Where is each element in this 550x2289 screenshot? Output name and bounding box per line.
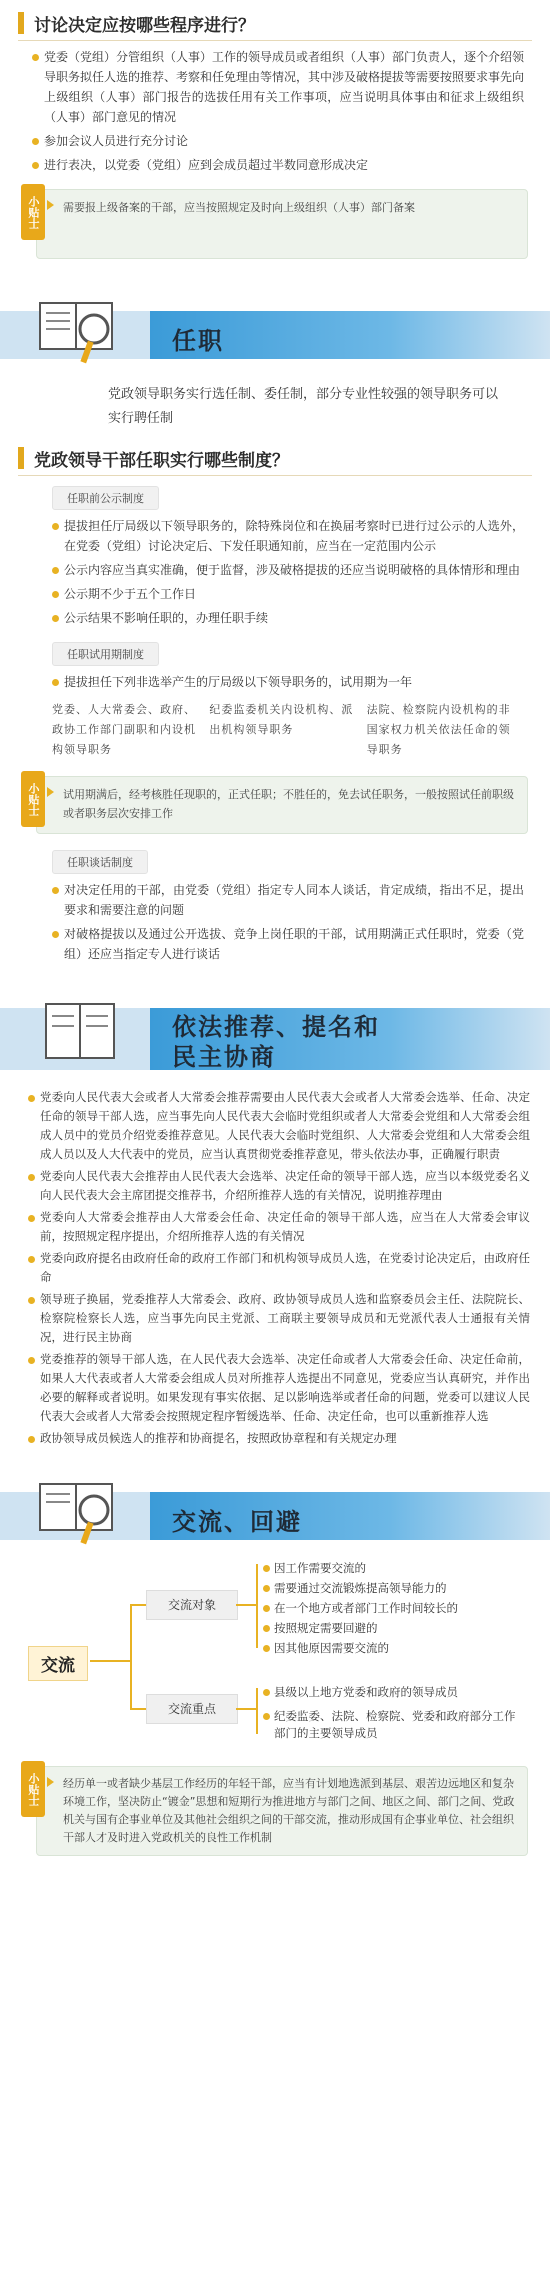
trial-bullets bbox=[64, 672, 524, 692]
tip-text: 需要报上级备案的干部，应当按照规定及时向上级组织（人事）部门备案 bbox=[63, 201, 415, 214]
pointer-icon bbox=[47, 787, 54, 797]
heading-bar bbox=[18, 447, 24, 469]
heading-bar bbox=[18, 12, 24, 34]
connector bbox=[130, 1708, 146, 1710]
list-item: 党委向人民代表大会推荐由人民代表大会选举、决定任命的领导干部人选，应当以本级党委名义向人民代表大会主席团提交推荐书，介绍所推荐人选的有关情况，说明推荐理由 bbox=[40, 1167, 530, 1205]
list-item: 公示内容应当真实准确，便于监督，涉及破格提拔的还应当说明破格的具体情形和理由 bbox=[64, 560, 524, 580]
section-banner bbox=[0, 998, 550, 1084]
section3-bullets bbox=[40, 1088, 530, 1448]
sub-tag: 任职前公示制度 bbox=[52, 486, 159, 510]
list-item: 对破格提拔以及通过公开选拔、竞争上岗任职的干部，试用期满正式任职时，党委（党组）还应当指定专人进行谈话 bbox=[64, 924, 524, 964]
connector bbox=[256, 1564, 258, 1648]
leaf-item: 因其他原因需要交流的 bbox=[274, 1641, 389, 1655]
leaf-item: 按照规定需要回避的 bbox=[274, 1621, 378, 1635]
branch-node: 交流对象 bbox=[146, 1590, 238, 1620]
banner-title-line: 民主协商 bbox=[172, 1043, 276, 1071]
tip-badge: 小贴士 bbox=[21, 184, 45, 240]
tip-badge: 小贴士 bbox=[21, 771, 45, 827]
trial-col: 纪委监委机关内设机构、派出机构领导职务 bbox=[209, 703, 354, 736]
list-item: 公示期不少于五个工作日 bbox=[64, 584, 524, 604]
connector bbox=[236, 1604, 258, 1606]
list-item: 党委向人民代表大会或者人大常委会推荐需要由人民代表大会或者人大常委会选举、任命、决定任命的领导干部人选，应当事先向人民代表大会临时党组织或者人大常委会党组和人大常委会组成人员中的党员介绍党委推荐意见。人民代表大会临时党组织、人大常委会党组和人大常委会组成人员以及人大代表中的党员，应当认真贯彻党委推荐意见，带头依法办事，正确履行职责 bbox=[40, 1088, 530, 1164]
trial-col: 法院、检察院内设机构的非国家权力机关依法任命的领导职务 bbox=[366, 703, 511, 756]
leaf-item: 县级以上地方党委和政府的领导成员 bbox=[274, 1684, 524, 1701]
book-icon bbox=[36, 998, 132, 1068]
tip-badge: 小贴士 bbox=[21, 1761, 45, 1817]
list-item: 党委向政府提名由政府任命的政府工作部门和机构领导成员人选，在党委讨论决定后，由政府任命 bbox=[40, 1249, 530, 1287]
talk-bullets bbox=[64, 880, 524, 964]
leaf-item: 因工作需要交流的 bbox=[274, 1561, 366, 1575]
connector bbox=[236, 1708, 258, 1710]
tip-text: 试用期满后，经考核胜任现职的，正式任职；不胜任的，免去试任职务，一般按照试任前职级或者职务层次安排工作 bbox=[63, 788, 514, 820]
list-item: 公示结果不影响任职的，办理任职手续 bbox=[64, 608, 524, 628]
leaf-item: 在一个地方或者部门工作时间较长的 bbox=[274, 1601, 458, 1615]
sub-tag: 任职试用期制度 bbox=[52, 642, 159, 666]
banner-title: 交流、回避 bbox=[172, 1508, 302, 1536]
list-item: 党委向人大常委会推荐由人大常委会任命、决定任命的领导干部人选，应当在人大常委会审议前，按照规定程序提出，介绍所推荐人选的有关情况 bbox=[40, 1208, 530, 1246]
trial-col: 党委、人大常委会、政府、政协工作部门副职和内设机构领导职务 bbox=[52, 703, 196, 756]
connector bbox=[130, 1604, 146, 1606]
trial-columns bbox=[52, 700, 524, 760]
root-node: 交流 bbox=[28, 1646, 88, 1681]
book-magnifier-icon bbox=[36, 1478, 132, 1548]
list-item: 领导班子换届，党委推荐人大常委会、政府、政协领导成员人选和监察委员会主任、法院院长、检察院检察长人选，应当事先向民主党派、工商联主要领导成员和无党派代表人士通报有关情况，进行民主协商 bbox=[40, 1290, 530, 1347]
exchange-diagram bbox=[0, 1560, 550, 1760]
leaf-item: 纪委监委、法院、检察院、党委和政府部分工作部门的主要领导成员 bbox=[274, 1708, 524, 1742]
leaf-item: 需要通过交流锻炼提高领导能力的 bbox=[274, 1581, 447, 1595]
list-item: 参加会议人员进行充分讨论 bbox=[44, 131, 524, 151]
list-item: 进行表决，以党委（党组）应到会成员超过半数同意形成决定 bbox=[44, 155, 524, 175]
tip-box bbox=[27, 1766, 528, 1856]
tip-box bbox=[27, 776, 528, 834]
book-magnifier-icon bbox=[36, 297, 132, 367]
pointer-icon bbox=[47, 200, 54, 210]
list-item: 对决定任用的干部，由党委（党组）指定专人同本人谈话，肯定成绩，指出不足，提出要求和需要注意的问题 bbox=[64, 880, 524, 920]
banner-title: 任职 bbox=[172, 327, 224, 355]
connector bbox=[130, 1604, 132, 1710]
section-banner bbox=[0, 297, 550, 371]
list-item: 提拔担任下列非选举产生的厅局级以下领导职务的，试用期为一年 bbox=[64, 672, 524, 692]
list-item: 党委（党组）分管组织（人事）工作的领导成员或者组织（人事）部门负责人，逐个介绍领导职务拟任人选的推荐、考察和任免理由等情况，其中涉及破格提拔等需要按照要求事先向上级组织（人事）部门报告的选拔任用有关工作事项，应当说明具体事由和征求上级组织（人事）部门意见的情况 bbox=[44, 47, 524, 127]
list-item: 提拔担任厅局级以下领导职务的，除特殊岗位和在换届考察时已进行过公示的人选外，在党委（党组）讨论决定后、下发任职通知前，应当在一定范围内公示 bbox=[64, 516, 524, 556]
tip-text: 经历单一或者缺少基层工作经历的年轻干部，应当有计划地选派到基层、艰苦边远地区和复杂环境工作，坚决防止“镀金”思想和短期行为推进地方与部门之间、地区之间、部门之间、党政机关与国有企事业单位及其他社会组织之间的干部交流，推动形成国有企事业单位、社会组织干部人才及时进入党政机关的良性工作机制 bbox=[63, 1777, 515, 1844]
pre-bullets bbox=[64, 516, 524, 628]
section-heading bbox=[18, 441, 532, 476]
section2-subtitle: 党政领导干部任职实行哪些制度？ bbox=[34, 450, 289, 471]
branch-node: 交流重点 bbox=[146, 1694, 238, 1724]
banner-title bbox=[172, 1012, 380, 1072]
list-item: 党委推荐的领导干部人选，在人民代表大会选举、决定任命或者人大常委会任命、决定任命前，如果人大代表或者人大常委会组成人员对所推荐人选提出不同意见，党委应当认真研究，并作出必要的解释或者说明。如果发现有事实依据、足以影响选举或者任命的问题，党委可以建议人民代表大会或者人大常委会按照规定程序暂缓选举、任命、决定任命，也可以重新推荐人选 bbox=[40, 1350, 530, 1426]
connector bbox=[256, 1688, 258, 1734]
section1-bullets bbox=[44, 47, 524, 175]
section-heading bbox=[18, 6, 532, 41]
pointer-icon bbox=[47, 1777, 54, 1787]
list-item: 政协领导成员候选人的推荐和协商提名，按照政协章程和有关规定办理 bbox=[40, 1429, 530, 1448]
tip-box bbox=[27, 189, 528, 259]
lead-text: 党政领导职务实行选任制、委任制，部分专业性较强的领导职务可以实行聘任制 bbox=[108, 387, 499, 426]
section1-title: 讨论决定应按哪些程序进行？ bbox=[34, 15, 255, 36]
banner-title-line: 依法推荐、提名和 bbox=[172, 1013, 380, 1041]
connector bbox=[90, 1660, 132, 1662]
sub-tag: 任职谈话制度 bbox=[52, 850, 148, 874]
section-banner bbox=[0, 1478, 550, 1552]
